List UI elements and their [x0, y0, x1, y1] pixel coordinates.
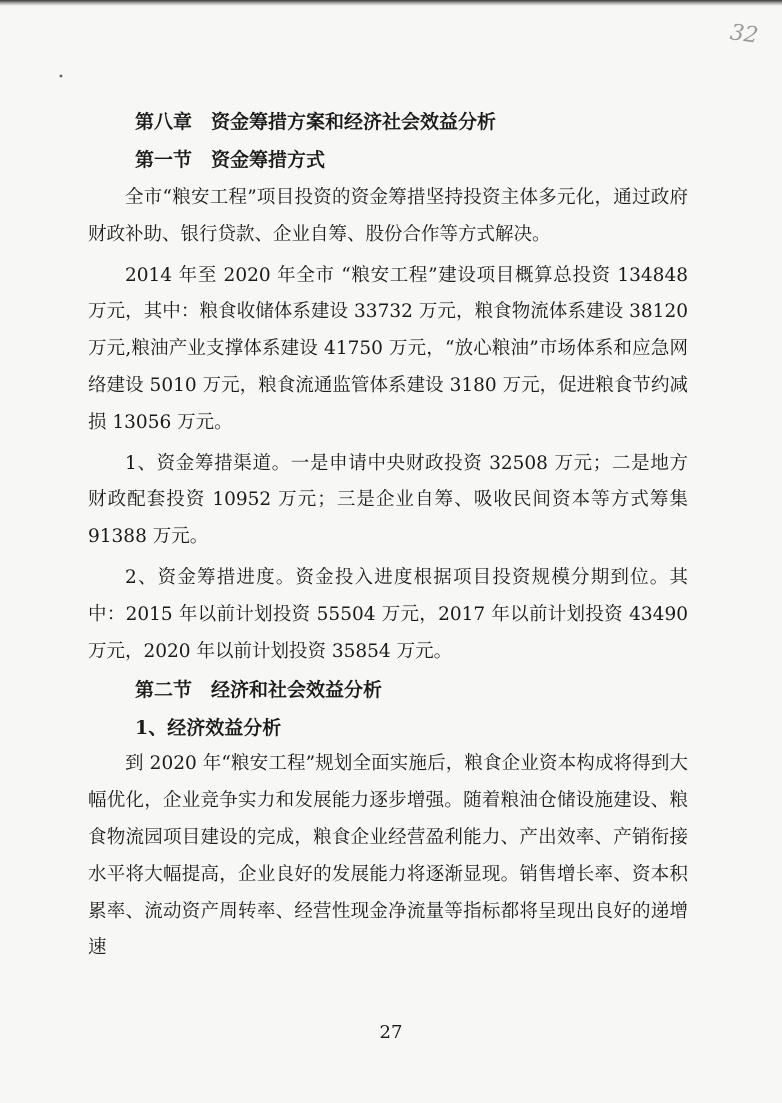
paragraph: 到 2020 年“粮安工程”规划全面实施后，粮食企业资本构成将得到大幅优化，企业竞争实力和发展能力逐步增强。随着粮油仓储设施建设、粮食物流园项目建设的完成，粮食企业经营盈利能力、产出效率、产销衔接水平将大幅提高，企业良好的发展能力将逐渐显现。销售增长率、资本积累率、流动资产周转率、经营性现金净流量等指标都将呈现出良好的递增速: [88, 753, 688, 959]
chapter-title: 第八章 资金筹措方案和经济社会效益分析: [135, 111, 497, 133]
scan-top-edge: [0, 0, 782, 6]
handwritten-page-note: 32: [728, 20, 760, 49]
section-title-2: 第二节 经济和社会效益分析: [135, 679, 383, 702]
paragraph: 2014 年至 2020 年全市 “粮安工程”建设项目概算总投资 134848 万元，其中：粮食收储体系建设 33732 万元，粮食物流体系建设 38120 万元,粮油产业支撑体系建设 41750 万元，“放心粮油”市场体系和应急网络建设 5010 万元，粮食流通监管体系建设 3180 万元，促进粮食节约减损 13056 万元。: [88, 264, 688, 433]
document-body: [88, 104, 688, 967]
scan-speck: •: [58, 72, 64, 83]
page-number: 27: [379, 1022, 403, 1043]
paragraph: 2、资金筹措进度。资金投入进度根据项目投资规模分期到位。其中：2015 年以前计划投资 55504 万元，2017 年以前计划投资 43490 万元，2020 年以前计划投资 35854 万元。: [88, 566, 688, 662]
section-title-1: 第一节 资金筹措方式: [135, 149, 326, 171]
subsection-title: 1、经济效益分析: [135, 717, 282, 740]
paragraph: 1、资金筹措渠道。一是申请中央财政投资 32508 万元；二是地方财政配套投资 10952 万元；三是企业自筹、吸收民间资本等方式筹集 91388 万元。: [88, 452, 688, 548]
paragraph: 全市“粮安工程”项目投资的资金筹措坚持投资主体多元化，通过政府财政补助、银行贷款、企业自筹、股份合作等方式解决。: [88, 187, 688, 245]
